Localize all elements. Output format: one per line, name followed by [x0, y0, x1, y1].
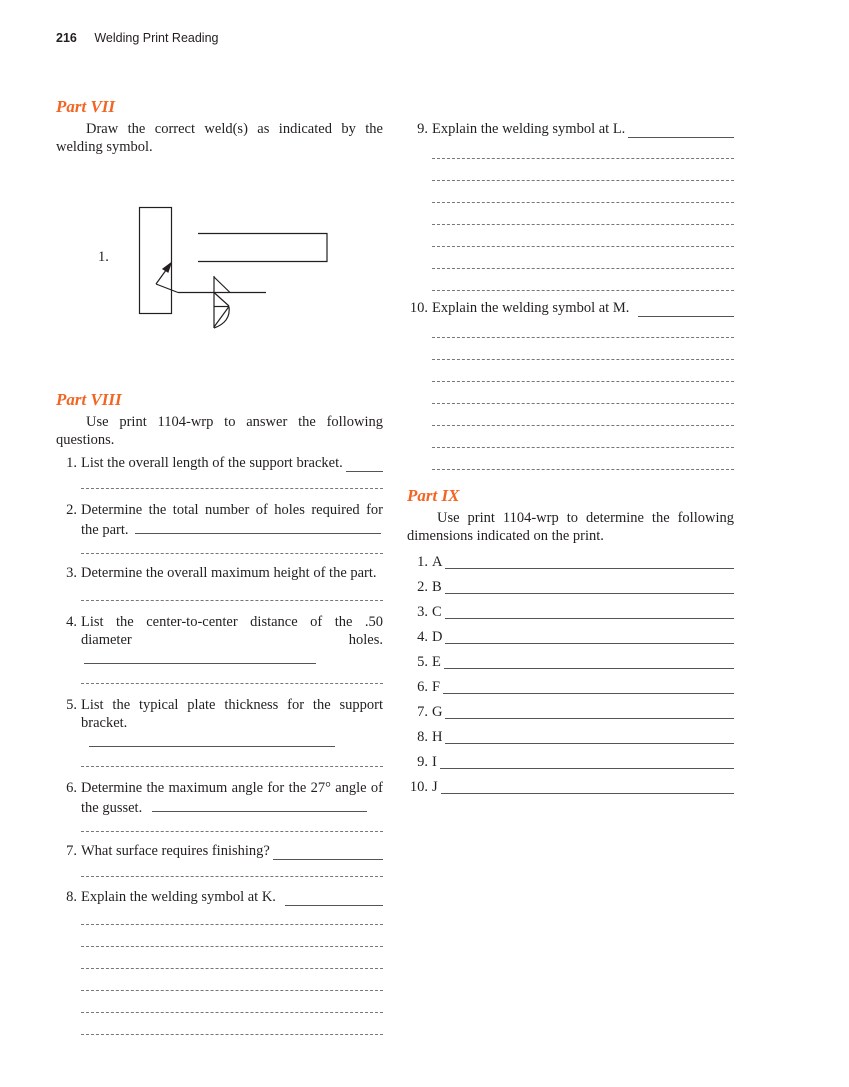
answer-line[interactable] — [81, 1034, 383, 1035]
answer-line[interactable] — [432, 359, 734, 360]
answer-line[interactable] — [81, 683, 383, 684]
answer-blank[interactable] — [84, 649, 316, 664]
answer-line[interactable] — [432, 268, 734, 269]
answer-blank[interactable] — [285, 891, 383, 906]
part-8-heading: Part VIII — [56, 390, 122, 409]
page-number: 216 — [56, 31, 77, 45]
question-8: 8. Explain the welding symbol at K. — [56, 888, 383, 906]
answer-blank[interactable] — [638, 302, 734, 317]
answer-line[interactable] — [432, 224, 734, 225]
question-text: What surface requires finishing? — [81, 843, 270, 859]
dimension-item-f: 6. F — [407, 674, 734, 699]
answer-blank[interactable] — [445, 554, 734, 569]
answer-line[interactable] — [432, 403, 734, 404]
question-text: List the center-to-center distance of the .50 diameter holes. — [81, 614, 383, 648]
answer-line[interactable] — [432, 469, 734, 470]
part-7-instructions: Draw the correct weld(s) as indicated by the welding symbol. — [56, 121, 383, 155]
answer-line[interactable] — [81, 553, 383, 554]
answer-line[interactable] — [81, 766, 383, 767]
answer-line[interactable] — [81, 990, 383, 991]
answer-blank[interactable] — [135, 519, 381, 534]
dimension-item-e: 5. E — [407, 649, 734, 674]
answer-blank[interactable] — [152, 797, 367, 812]
answer-blank[interactable] — [628, 123, 734, 138]
question-text: Explain the welding symbol at K. — [81, 889, 276, 905]
answer-blank[interactable] — [440, 754, 734, 769]
answer-line[interactable] — [432, 180, 734, 181]
part-9-instructions: Use print 1104-wrp to determine the following dimensions indicated on the print. — [407, 510, 734, 544]
question-text: Determine the overall maximum height of the part. — [81, 565, 377, 581]
answer-line[interactable] — [81, 946, 383, 947]
right-column — [407, 120, 734, 799]
dimension-item-j: 10. J — [407, 774, 734, 799]
part-9-heading: Part IX — [407, 486, 460, 505]
question-text: Explain the welding symbol at M. — [432, 300, 630, 316]
question-text: List the typical plate thickness for the support bracket. — [81, 697, 383, 731]
answer-line[interactable] — [432, 158, 734, 159]
question-6: 6. Determine the maximum angle for the 27° angle of the gusset. — [66, 780, 383, 816]
leader-line — [156, 284, 178, 293]
answer-line[interactable] — [81, 1012, 383, 1013]
answer-blank[interactable] — [441, 779, 734, 794]
answer-blank[interactable] — [445, 729, 734, 744]
arrow-head-icon — [163, 263, 171, 272]
book-title: Welding Print Reading — [94, 31, 219, 45]
horizontal-plate — [198, 234, 327, 262]
vertical-plate — [140, 208, 172, 314]
question-text: Determine the total number of holes required for the part. — [81, 502, 383, 538]
dimension-item-d: 4. D — [407, 624, 734, 649]
question-text: Determine the maximum angle for the 27° angle of the gusset. — [81, 780, 383, 816]
dimension-item-b: 2. B — [407, 574, 734, 599]
dimension-item-c: 3. C — [407, 599, 734, 624]
answer-line[interactable] — [81, 924, 383, 925]
answer-line[interactable] — [432, 447, 734, 448]
answer-blank[interactable] — [444, 654, 734, 669]
question-9: 9. Explain the welding symbol at L. — [407, 120, 734, 138]
answer-blank[interactable] — [443, 679, 734, 694]
answer-line[interactable] — [432, 381, 734, 382]
answer-line[interactable] — [81, 600, 383, 601]
answer-blank[interactable] — [445, 604, 734, 619]
answer-blank[interactable] — [273, 845, 383, 860]
question-text: Explain the welding symbol at L. — [432, 121, 626, 137]
question-text: List the overall length of the support bracket. — [81, 455, 343, 471]
answer-blank[interactable] — [346, 457, 383, 472]
answer-line[interactable] — [81, 488, 383, 489]
other-side-fillet — [214, 277, 230, 293]
part-7-heading: Part VII — [56, 97, 116, 116]
part-7-item-label: 1. — [98, 249, 109, 265]
answer-line[interactable] — [432, 246, 734, 247]
question-3: 3. Determine the overall maximum height of the part. — [66, 565, 377, 581]
answer-line[interactable] — [432, 290, 734, 291]
part-8-section — [56, 390, 383, 1035]
question-7: 7. What surface requires finishing? — [56, 842, 383, 860]
dimension-item-a: 1. A — [407, 549, 734, 574]
part-9-list — [407, 549, 734, 799]
answer-blank[interactable] — [445, 704, 734, 719]
arrow-side-bevel — [214, 293, 229, 307]
part-8-instructions: Use print 1104-wrp to answer the following questions. — [56, 414, 383, 448]
answer-line[interactable] — [81, 968, 383, 969]
answer-line[interactable] — [81, 831, 383, 832]
answer-line[interactable] — [432, 202, 734, 203]
question-2: 2. Determine the total number of holes required for the part. — [66, 502, 383, 538]
answer-blank[interactable] — [89, 732, 335, 747]
dimension-item-i: 9. I — [407, 749, 734, 774]
question-1: 1. List the overall length of the support bracket. — [56, 454, 383, 472]
dimension-item-h: 8. H — [407, 724, 734, 749]
answer-line[interactable] — [432, 337, 734, 338]
answer-line[interactable] — [81, 876, 383, 877]
answer-line[interactable] — [432, 425, 734, 426]
question-5: 5. List the typical plate thickness for the support bracket. — [56, 696, 383, 752]
answer-blank[interactable] — [445, 579, 734, 594]
dimension-item-g: 7. G — [407, 699, 734, 724]
question-4: 4. List the center-to-center distance of the .50 diameter holes. — [56, 613, 383, 669]
answer-blank[interactable] — [445, 629, 734, 644]
question-10: 10. Explain the welding symbol at M. — [407, 299, 734, 317]
